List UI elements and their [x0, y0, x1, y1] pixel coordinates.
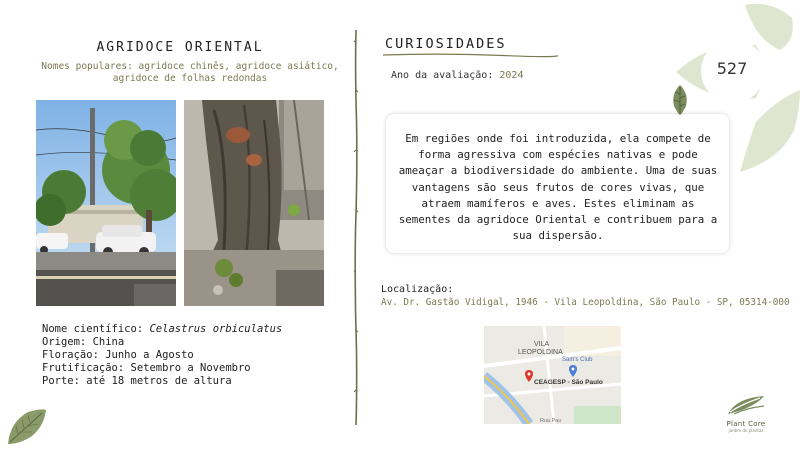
brand-tagline: jardim de plantas — [728, 428, 764, 433]
size-row: Porte: até 18 metros de altura — [42, 375, 232, 387]
curiosities-title: CURIOSIDADES — [385, 36, 507, 52]
map-area-label-1: VILA — [534, 341, 550, 348]
location-address: Av. Dr. Gastão Vidigal, 1946 - Vila Leopoldina, São Paulo - SP, 05314-000 — [381, 297, 790, 308]
year-value: 2024 — [499, 70, 524, 81]
map-poi-label: Sam's Club — [562, 357, 593, 363]
brand-name: Plant Core — [726, 420, 766, 428]
scientific-name-row — [42, 323, 282, 336]
brand-logo — [718, 392, 774, 440]
location-label: Localização: — [381, 284, 454, 295]
leaf-icon — [672, 0, 800, 175]
flowering-row: Floração: Junho a Agosto — [42, 349, 194, 361]
scientific-name-label: Nome científico: — [42, 323, 144, 335]
species-facts — [42, 323, 282, 388]
evaluation-year — [391, 70, 523, 81]
map-area-label-2: LEOPOLDINA — [518, 349, 563, 356]
map-place-label: CEAGESP - São Paulo — [534, 379, 603, 386]
species-title: AGRIDOCE ORIENTAL — [96, 40, 264, 55]
origin-row: Origem: China — [42, 336, 125, 348]
scientific-name-value: Celastrus orbiculatus — [149, 323, 283, 335]
logo-icon — [724, 392, 768, 416]
vertical-divider — [352, 30, 360, 425]
corner-leaf-icon — [6, 408, 48, 446]
map-street-label: Rua Pau — [540, 418, 562, 424]
trunk-photo — [184, 100, 324, 306]
popular-names: Nomes populares: agridoce chinês, agridoce asiático, agridoce de folhas redondas — [41, 61, 339, 84]
year-label: Ano da avaliação: — [391, 70, 494, 81]
curiosity-text: Em regiões onde foi introduzida, ela compete de forma agressiva com espécies nativas e pode ameaçar a biodiversidade do ambiente. Uma de suas vantagens são seus frutos de cores vivas, que atraem mamíferos e aves. Estes eliminam as sementes da agridoce Oriental e contribuem para a sua dispersão. — [398, 132, 718, 243]
tree-photo — [36, 100, 176, 306]
location-map[interactable] — [484, 326, 621, 424]
title-underline — [383, 52, 558, 58]
fruiting-row: Frutificação: Setembro a Novembro — [42, 362, 251, 374]
small-leaf-icon — [670, 84, 690, 116]
species-number-badge: 527 — [716, 59, 748, 78]
